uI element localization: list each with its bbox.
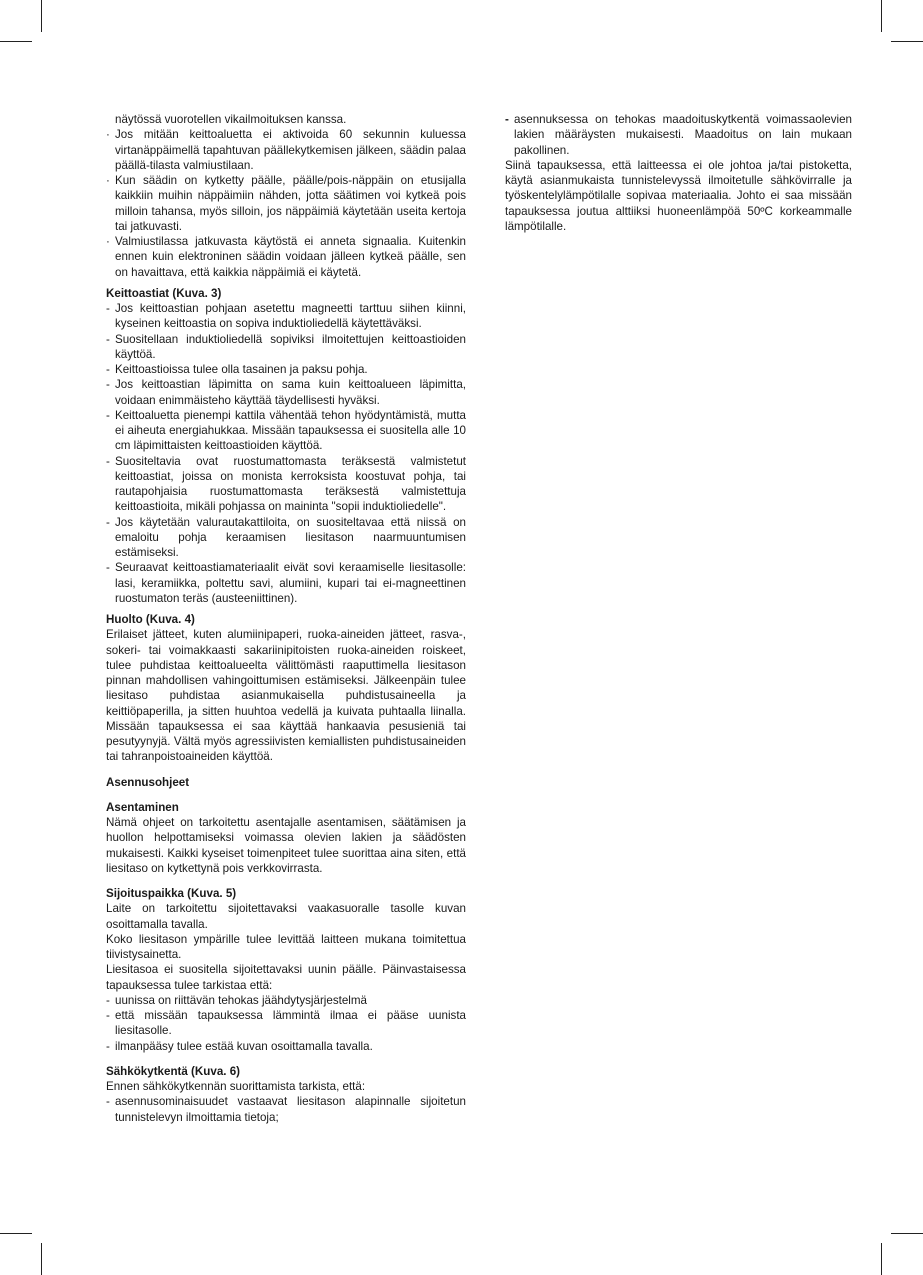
mounting-text: Nämä ohjeet on tarkoitettu asentajalle asentamisen, säätämisen ja huollon helpottamiseksi voimassa olevien lakien ja säädösten mukaisesti. Kaikki kyseiset toimenpiteet tulee suorittaa aina siten, että liesitaso on kytkettynä pois verkkovirrasta. xyxy=(106,816,466,875)
electrical-intro: Ennen sähkökytkennän suorittamista tarkista, että: xyxy=(106,1080,366,1093)
crop-mark xyxy=(881,1243,882,1275)
list-item: - ilmanpääsy tulee estää kuvan osoittamalla tavalla. xyxy=(106,1039,373,1053)
intro-continuation: näytössä vuorotellen vikailmoituksen kanssa. xyxy=(115,113,347,126)
list-item: · Valmiustilassa jatkuvasta käytöstä ei anneta signaalia. Kuitenkin ennen kuin elektroninen säädin voidaan jälleen kytkeä päälle, sen on havaittava, että kaikkia näppäimiä ei käytetä. xyxy=(106,235,466,279)
left-column xyxy=(106,112,466,1125)
section-heading-location: Sijoituspaikka (Kuva. 5) xyxy=(106,887,237,900)
list-item: - Suositeltavia ovat ruostumattomasta teräksestä valmistetut keittoastiat, joissa on monista kerroksista koostuvat pohja, tai rautapohjaisia ruostumattomasta teräksestä valmistettuja keittoastioita, mikäli pohjassa on maininta "sopii induktioliedelle". xyxy=(106,454,466,514)
crop-mark xyxy=(881,0,882,32)
location-text-2: Koko liesitason ympärille tulee levittää laitteen mukana toimitettua tiivistysainetta. xyxy=(106,932,466,961)
crop-mark xyxy=(41,1243,42,1275)
list-item: - Keittoaluetta pienempi kattila vähentää tehon hyödyntämistä, mutta ei aiheuta energiahukkaa. Missään tapauksessa ei suositella alle 10 cm läpimittaisten keittoastioiden käyttöä. xyxy=(106,408,466,453)
right-column xyxy=(505,112,852,234)
list-item: - Jos käytetään valurautakattiloita, on suositeltavaa että niissä on emaloitu pohja keraamisen liesitason naarmuuntumisen estämiseksi. xyxy=(106,515,466,559)
list-item: - Seuraavat keittoastiamateriaalit eivät sovi keraamiselle liesitasolle: lasi, keramiikka, poltettu savi, alumiini, kupari tai ei-magneettinen ruostumaton teräs (austeeniittinen). xyxy=(106,561,466,605)
list-item: - asennusominaisuudet vastaavat liesitason alapinnalle sijoitetun tunnistelevyn ilmoittamia tietoja; xyxy=(106,1095,466,1124)
list-item: - että missään tapauksessa lämmintä ilmaa ei pääse uunista liesitasolle. xyxy=(106,1009,466,1038)
crop-mark xyxy=(891,1233,923,1234)
list-item: - Jos keittoastian pohjaan asetettu magneetti tarttuu siihen kiinni, kyseinen keittoastia on sopiva induktioliedellä käytettäväksi. xyxy=(106,302,466,331)
section-heading-installation: Asennusohjeet xyxy=(106,775,190,789)
location-text-1: Laite on tarkoitettu sijoitettavaksi vaakasuoralle tasolle kuvan osoittamalla tavalla. xyxy=(106,902,466,931)
crop-mark xyxy=(0,41,32,42)
section-heading-maintenance: Huolto (Kuva. 4) xyxy=(106,613,195,626)
list-item: · Jos mitään keittoaluetta ei aktivoida 60 sekunnin kuluessa virtanäppäimellä tapahtuvan päällekytkemisen jälkeen, säädin palaa päällä-tilasta valmiustilaan. xyxy=(106,128,466,172)
list-item: - Jos keittoastian läpimitta on sama kuin keittoalueen läpimitta, voidaan enimmäisteho käyttää täydellisesti hyväksi. xyxy=(106,378,466,407)
location-text-3: Liesitasoa ei suositella sijoitettavaksi uunin päälle. Päinvastaisessa tapauksessa tulee tarkistaa että: xyxy=(106,963,466,992)
maintenance-text: Erilaiset jätteet, kuten alumiinipaperi, ruoka-aineiden jätteet, rasva-, sokeri- tai voimakkaasti sakariinipitoisten ruoka-aineiden roiskeet, tulee puhdistaa keittoalueelta välittömästi raaputtimella liesitason pinnan mahdollisen vahingoittumisen estämiseksi. Jälkeenpäin tulee liesitaso puhdistaa asianmukaisella puhdistusaineella ja keittiöpaperilla, ja sitten huuhtoa vedellä ja kuivata puhtaalla liinalla. Missään tapauksessa ei saa käyttää hankaavia pesusieniä tai pesutyynyjä. Vältä myös agressiivisten kemiallisten puhdistusaineiden tai tahranpoistoaineiden käyttöä. xyxy=(106,628,466,764)
list-item: - Keittoastioissa tulee olla tasainen ja paksu pohja. xyxy=(106,363,368,376)
crop-mark xyxy=(41,0,42,32)
list-item: - Suositellaan induktioliedellä sopiviksi ilmoitettujen keittoastioiden käyttöä. xyxy=(106,332,466,361)
list-item: - uunissa on riittävän tehokas jäähdytysjärjestelmä xyxy=(106,993,367,1007)
section-heading-cookware: Keittoastiat (Kuva. 3) xyxy=(106,286,222,300)
list-item: · Kun säädin on kytketty päälle, päälle/pois-näppäin on etusijalla kaikkiin muihin näppäimiin nähden, jotta säätimen voi kytkeä pois milloin tahansa, myös silloin, jos näppäimiä käytetään useita kertoja tai jatkuvasti. xyxy=(106,174,466,233)
cable-text: Siinä tapauksessa, että laitteessa ei ole johtoa ja/tai pistoketta, käytä asianmukaista tunnistelevyssä ilmoitetulle sähkövirralle ja työskentelylämpötilalle sopivaa materiaalia. Johto ei saa missään tapauksessa joutua alttiiksi huoneenlämpöä 50ºC korkeammalle lämpötilalle. xyxy=(505,158,852,233)
section-heading-electrical: Sähkökytkentä (Kuva. 6) xyxy=(106,1064,241,1078)
list-item: - asennuksessa on tehokas maadoituskytkentä voimassaolevien lakien määräysten mukaisesti. Maadoitus on lain mukaan pakollinen. xyxy=(505,113,852,157)
section-heading-mounting: Asentaminen xyxy=(106,800,179,814)
crop-mark xyxy=(0,1233,32,1234)
crop-mark xyxy=(891,41,923,42)
